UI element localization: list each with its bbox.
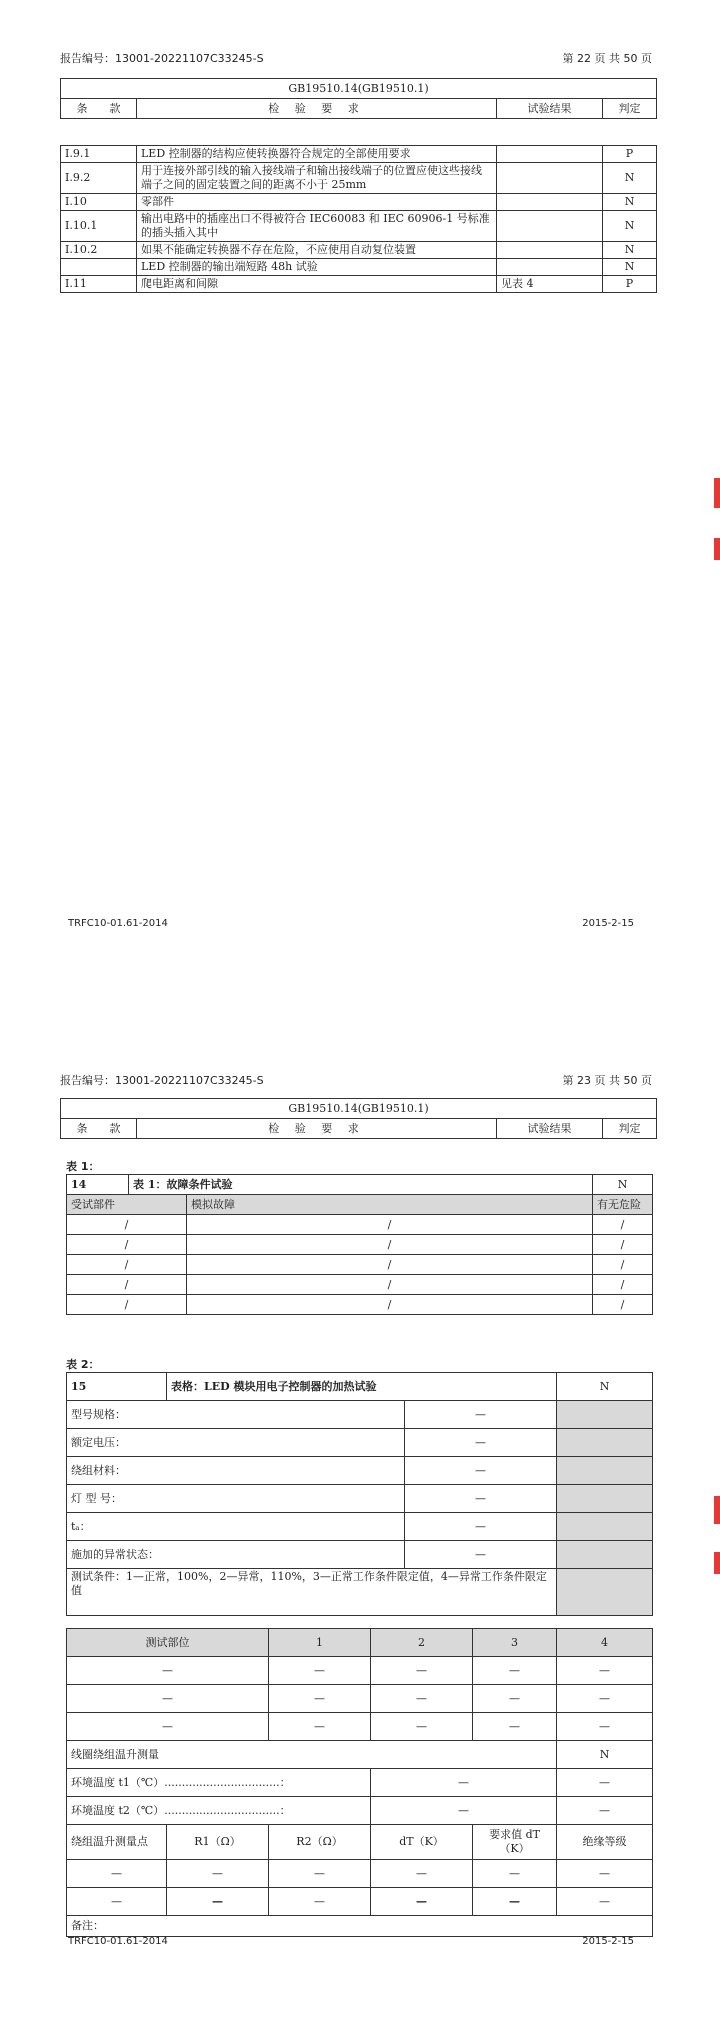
condition-row [67, 1569, 653, 1616]
clause-requirement: 输出电路中的插座出口不得被符合 IEC60083 和 IEC 60906-1 号标准的插头插入其中 [137, 211, 497, 242]
table-row [61, 259, 657, 276]
clause-verdict: N [603, 259, 657, 276]
standard-header-table [60, 1098, 657, 1139]
header-c3: 3 [473, 1629, 557, 1657]
cell: — [557, 1860, 653, 1888]
table-row [61, 163, 657, 194]
clause-verdict: N [603, 242, 657, 259]
clause-result [497, 146, 603, 163]
clause-requirement: LED 控制器的结构应使转换器符合规定的全部使用要求 [137, 146, 497, 163]
clause-result [497, 211, 603, 242]
cell: — [167, 1888, 269, 1916]
table-number: 15 [67, 1373, 167, 1401]
cell: — [473, 1888, 557, 1916]
cell-hazard: / [593, 1255, 653, 1275]
test-condition: 测试条件：1—正常，100%，2—异常，110%，3—正常工作条件限定值，4—异常工作条件限定值 [67, 1569, 557, 1616]
info-row [67, 1485, 653, 1513]
info-label: 绕组材料： [67, 1457, 405, 1485]
col-verdict: 判定 [603, 99, 657, 119]
clause-verdict: N [603, 194, 657, 211]
coil-title: 线圈绕组温升测量 [67, 1741, 557, 1769]
clause-result: 见表 4 [497, 276, 603, 293]
table-number: 14 [67, 1175, 129, 1195]
header-point: 绕组温升测量点 [67, 1825, 167, 1860]
shaded-cell [557, 1401, 653, 1429]
info-label: tₐ： [67, 1513, 405, 1541]
table-2-label: 表 2： [66, 1358, 100, 1371]
clause-id [61, 259, 137, 276]
cell-fault: / [187, 1215, 593, 1235]
clause-result [497, 242, 603, 259]
ambient-t2-label: 环境温度 t2（℃）.................................： [67, 1797, 371, 1825]
table-1-label: 表 1： [66, 1160, 100, 1173]
shaded-cell [557, 1513, 653, 1541]
info-row [67, 1401, 653, 1429]
cell: — [67, 1860, 167, 1888]
table-row [67, 1685, 653, 1713]
col-result: 试验结果 [497, 1119, 603, 1139]
report-number: 报告编号：13001-20221107C33245-S [60, 52, 264, 65]
clause-verdict: P [603, 276, 657, 293]
fault-condition-table [66, 1174, 653, 1315]
table-row [61, 276, 657, 293]
form-date: 2015-2-15 [582, 918, 634, 929]
info-value: — [405, 1485, 557, 1513]
clause-verdict: N [603, 163, 657, 194]
info-value: — [405, 1429, 557, 1457]
cell-part: / [67, 1255, 187, 1275]
info-label: 灯 型 号： [67, 1485, 405, 1513]
clause-id: I.11 [61, 276, 137, 293]
ambient-t2-extra: — [557, 1797, 653, 1825]
table-row [61, 242, 657, 259]
table-row [67, 1235, 653, 1255]
cell: — [473, 1713, 557, 1741]
cell: — [473, 1685, 557, 1713]
ambient-t2-value: — [371, 1797, 557, 1825]
coil-title-row [67, 1741, 653, 1769]
clause-id: I.9.1 [61, 146, 137, 163]
cell: — [67, 1657, 269, 1685]
header-c2: 2 [371, 1629, 473, 1657]
clause-requirement: LED 控制器的输出端短路 48h 试验 [137, 259, 497, 276]
table-row [61, 194, 657, 211]
header-r1: R1（Ω） [167, 1825, 269, 1860]
info-label: 施加的异常状态： [67, 1541, 405, 1569]
cell: — [269, 1713, 371, 1741]
table-row [67, 1860, 653, 1888]
clause-id: I.10.2 [61, 242, 137, 259]
col-clause: 条 款 [61, 99, 137, 119]
remark-row [67, 1916, 653, 1937]
header-insulation: 绝缘等级 [557, 1825, 653, 1860]
info-row [67, 1429, 653, 1457]
page-number: 第 23 页 共 50 页 [562, 1074, 652, 1087]
info-label: 型号规格： [67, 1401, 405, 1429]
info-row [67, 1541, 653, 1569]
col-requirement: 检 验 要 求 [137, 99, 497, 119]
table-row [67, 1215, 653, 1235]
cell-part: / [67, 1215, 187, 1235]
info-label: 额定电压： [67, 1429, 405, 1457]
cell: — [371, 1713, 473, 1741]
table-verdict: N [593, 1175, 653, 1195]
info-value: — [405, 1401, 557, 1429]
clause-result [497, 163, 603, 194]
table-verdict: N [557, 1373, 653, 1401]
standard-title: GB19510.14(GB19510.1) [61, 1099, 657, 1119]
report-number: 报告编号：13001-20221107C33245-S [60, 1074, 264, 1087]
ambient-t1-value: — [371, 1769, 557, 1797]
table-row [67, 1888, 653, 1916]
cell: — [67, 1713, 269, 1741]
spacer [67, 1616, 653, 1629]
clause-requirement: 爬电距离和间隙 [137, 276, 497, 293]
header-c4: 4 [557, 1629, 653, 1657]
cell: — [473, 1860, 557, 1888]
cell: — [371, 1657, 473, 1685]
table-row [67, 1295, 653, 1315]
edge-mark [714, 538, 720, 560]
ambient-row [67, 1769, 653, 1797]
cell-hazard: / [593, 1235, 653, 1255]
header-c1: 1 [269, 1629, 371, 1657]
cell-fault: / [187, 1275, 593, 1295]
cell: — [371, 1888, 473, 1916]
clause-id: I.10.1 [61, 211, 137, 242]
table-row [67, 1657, 653, 1685]
cell: — [473, 1657, 557, 1685]
table-row [61, 211, 657, 242]
cell: — [269, 1685, 371, 1713]
cell: — [269, 1657, 371, 1685]
shaded-cell [557, 1429, 653, 1457]
info-value: — [405, 1457, 557, 1485]
standard-header-table [60, 78, 657, 119]
col-verdict: 判定 [603, 1119, 657, 1139]
shaded-cell [557, 1485, 653, 1513]
info-row [67, 1513, 653, 1541]
table-row [67, 1255, 653, 1275]
page-header [60, 50, 652, 66]
header-position: 测试部位 [67, 1629, 269, 1657]
info-row [67, 1457, 653, 1485]
form-code: TRFC10-01.61-2014 [68, 1936, 168, 1947]
table-row [67, 1713, 653, 1741]
header-dt: dT（K） [371, 1825, 473, 1860]
edge-mark [714, 1496, 720, 1524]
clause-result [497, 194, 603, 211]
header-r2: R2（Ω） [269, 1825, 371, 1860]
header-fault: 模拟故障 [187, 1195, 593, 1215]
measure-header [67, 1825, 653, 1860]
header-required-dt: 要求值 dT（K） [473, 1825, 557, 1860]
position-header [67, 1629, 653, 1657]
heating-test-table [66, 1372, 653, 1937]
cell: — [371, 1685, 473, 1713]
cell-fault: / [187, 1255, 593, 1275]
cell-hazard: / [593, 1295, 653, 1315]
clause-requirement: 用于连接外部引线的输入接线端子和输出接线端子的位置应使这些接线端子之间的固定装置之间的距离不小于 25mm [137, 163, 497, 194]
col-result: 试验结果 [497, 99, 603, 119]
shaded-cell [557, 1457, 653, 1485]
cell: — [67, 1888, 167, 1916]
table-title: 表 1：故障条件试验 [129, 1175, 593, 1195]
clause-requirement: 如果不能确定转换器不存在危险，不应使用自动复位装置 [137, 242, 497, 259]
clause-id: I.10 [61, 194, 137, 211]
remark: 备注： [67, 1916, 653, 1937]
cell: — [557, 1657, 653, 1685]
info-value: — [405, 1541, 557, 1569]
standard-title: GB19510.14(GB19510.1) [61, 79, 657, 99]
shaded-cell [557, 1569, 653, 1616]
form-date: 2015-2-15 [582, 1936, 634, 1947]
info-value: — [405, 1513, 557, 1541]
page-footer [68, 1936, 634, 1950]
clause-id: I.9.2 [61, 163, 137, 194]
coil-verdict: N [557, 1741, 653, 1769]
ambient-t1-extra: — [557, 1769, 653, 1797]
header-part: 受试部件 [67, 1195, 187, 1215]
cell-fault: / [187, 1235, 593, 1255]
col-clause: 条 款 [61, 1119, 137, 1139]
clause-verdict: P [603, 146, 657, 163]
table-row [61, 146, 657, 163]
cell: — [167, 1860, 269, 1888]
cell: — [557, 1685, 653, 1713]
page-footer [68, 918, 634, 932]
table-row [67, 1275, 653, 1295]
ambient-row [67, 1797, 653, 1825]
shaded-cell [557, 1541, 653, 1569]
form-code: TRFC10-01.61-2014 [68, 918, 168, 929]
col-requirement: 检 验 要 求 [137, 1119, 497, 1139]
cell-hazard: / [593, 1215, 653, 1235]
cell: — [269, 1888, 371, 1916]
clause-requirement: 零部件 [137, 194, 497, 211]
header-hazard: 有无危险 [593, 1195, 653, 1215]
cell-part: / [67, 1295, 187, 1315]
cell-part: / [67, 1275, 187, 1295]
cell: — [557, 1713, 653, 1741]
cell: — [269, 1860, 371, 1888]
cell: — [371, 1860, 473, 1888]
cell-fault: / [187, 1295, 593, 1315]
table-title: 表格：LED 模块用电子控制器的加热试验 [167, 1373, 557, 1401]
cell: — [557, 1888, 653, 1916]
clause-verdict: N [603, 211, 657, 242]
edge-mark [714, 478, 720, 508]
cell: — [67, 1685, 269, 1713]
clause-table [60, 145, 657, 293]
edge-mark [714, 1552, 720, 1574]
ambient-t1-label: 环境温度 t1（℃）.................................： [67, 1769, 371, 1797]
clause-result [497, 259, 603, 276]
page-number: 第 22 页 共 50 页 [562, 52, 652, 65]
page-header [60, 1072, 652, 1088]
cell-hazard: / [593, 1275, 653, 1295]
cell-part: / [67, 1235, 187, 1255]
